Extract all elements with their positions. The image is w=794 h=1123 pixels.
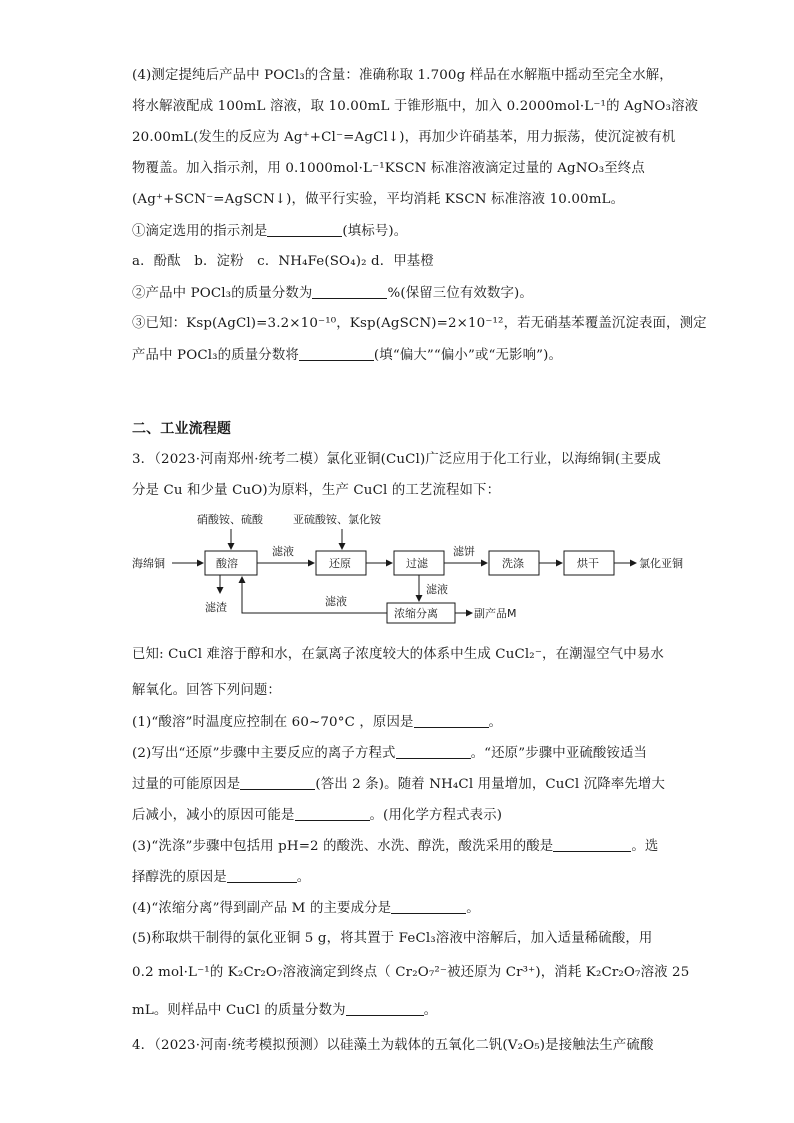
q3-part-1-text: (1)“酸溶”时温度应控制在 60~70°C ，原因是 (132, 715, 414, 730)
q4-subq-3-text: 产品中 POCl₃的质量分数将 (132, 348, 299, 363)
q3-part-2-tail-c: 。(用化学方程式表示) (369, 808, 503, 823)
q3-part-5-cont-2 (132, 1001, 437, 1020)
answer-blank[interactable] (299, 346, 374, 361)
section-heading: 二、工业流程题 (132, 421, 232, 437)
q3-part-2-text: (2)写出“还原”步骤中主要反应的离子方程式 (132, 746, 396, 761)
q4-options: a．酚酞 b．淀粉 c．NH₄Fe(SO₄)₂ d．甲基橙 (132, 254, 434, 269)
q4-subq-2-text: ②产品中 POCl₃的质量分数为 (132, 286, 313, 301)
box-acid-dissolve-label: 酸溶 (216, 557, 238, 570)
q3-part-3-text-b: 择醇洗的原因是 (132, 870, 227, 885)
q3-part-1-tail: 。 (488, 715, 503, 730)
q3-known-2: 解氧化。回答下列问题： (132, 683, 281, 698)
q3-part-3-cont (132, 868, 310, 887)
box-dry-label: 烘干 (577, 557, 599, 570)
residue-label: 滤渣 (205, 601, 227, 614)
q3-part-2-text-c: 后减小，减小的原因可能是 (132, 808, 295, 823)
filter-cake-label: 滤饼 (453, 545, 475, 558)
q4-line-1: (4)测定提纯后产品中 POCl₃的含量：准确称取 1.700g 样品在水解瓶中摇动至完全水解， (132, 68, 673, 83)
q3-part-2-cont (132, 775, 665, 794)
q3-part-2-text-b: 过量的可能原因是 (132, 777, 241, 792)
q4-line-4: 物覆盖。加入指示剂，用 0.1000mol·L⁻¹KSCN 标准溶液滴定过量的 AgNO₃至终点 (132, 161, 645, 176)
q3-part-3 (132, 837, 658, 856)
q3-part-5-cont: 0.2 mol·L⁻¹的 K₂Cr₂O₇溶液滴定到终点（ Cr₂O₇²⁻被还原为 Cr³⁺)，消耗 K₂Cr₂O₇溶液 25 (132, 965, 690, 980)
q3-part-2 (132, 744, 647, 763)
filtrate-label-1: 滤液 (272, 545, 294, 558)
q3-part-5-text: mL。则样品中 CuCl 的质量分数为 (132, 1003, 346, 1018)
q4-subq-3: ③已知：Ksp(AgCl)=3.2×10⁻¹⁰，Ksp(AgSCN)=2×10⁻¹²，若无硝基苯覆盖沉淀表面，测定 (132, 316, 707, 331)
q3-part-3-tail-b: 。 (296, 870, 311, 885)
q3-part-2-cont-2 (132, 806, 502, 825)
q4-subq-3-cont (132, 346, 562, 365)
box-filter-label: 过滤 (406, 557, 428, 570)
q4-subq-1-tail: (填标号)。 (342, 224, 408, 239)
answer-blank[interactable] (391, 899, 466, 914)
q4-line-5: (Ag⁺+SCN⁻=AgSCN↓)，做平行实验，平均消耗 KSCN 标准溶液 10.00mL。 (132, 192, 625, 207)
box-reduce-label: 还原 (329, 557, 351, 570)
answer-blank[interactable] (240, 775, 315, 790)
answer-blank[interactable] (312, 284, 387, 299)
q4-subq-2-tail: %(保留三位有效数字)。 (387, 286, 533, 301)
answer-blank[interactable] (414, 713, 489, 728)
q3-part-3-text: (3)“洗涤”步骤中包括用 pH=2 的酸洗、水洗、醇洗，酸洗采用的酸是 (132, 839, 554, 854)
q3-part-5: (5)称取烘干制得的氯化亚铜 5 g，将其置于 FeCl₃溶液中溶解后，加入适量稀硫酸，用 (132, 931, 653, 946)
filtrate-label-2: 滤液 (325, 595, 347, 608)
q4-subq-1 (132, 222, 407, 241)
q3-part-3-tail: 。选 (631, 839, 659, 854)
start-material-label: 海绵铜 (132, 557, 165, 570)
answer-blank[interactable] (267, 222, 342, 237)
reagent-label-1: 硝酸铵、硫酸 (197, 513, 263, 526)
q3-part-1 (132, 713, 502, 732)
answer-blank[interactable] (396, 744, 471, 759)
q4-next-line-1: 4．（2023·河南·统考模拟预测）以硅藻土为载体的五氧化二钒(V₂O₅)是接触法生产硫酸 (132, 1038, 654, 1053)
q3-line-1: 3．（2023·河南郑州·统考二模）氯化亚铜(CuCl)广泛应用于化工行业，以海绵铜(主要成 (132, 452, 661, 467)
q4-line-2: 将水解液配成 100mL 溶液，取 10.00mL 于锥形瓶中，加入 0.2000mol·L⁻¹的 AgNO₃溶液 (132, 99, 699, 114)
box-wash-label: 洗涤 (502, 557, 524, 570)
q3-part-4 (132, 899, 480, 918)
process-flow-diagram (130, 505, 695, 625)
reagent-label-2: 亚硫酸铵、氯化铵 (293, 513, 381, 526)
q3-part-4-tail: 。 (466, 901, 480, 916)
q3-part-2-tail-b: (答出 2 条)。随着 NH₄Cl 用量增加，CuCl 沉降率先增大 (315, 777, 666, 792)
box-concentrate-label: 浓缩分离 (394, 607, 438, 620)
q4-line-3: 20.00mL(发生的反应为 Ag⁺+Cl⁻=AgCl↓)，再加少许硝基苯，用力振荡，使沉淀被有机 (132, 130, 676, 145)
q3-known-1: 已知: CuCl 难溶于醇和水，在氯离子浓度较大的体系中生成 CuCl₂⁻，在潮湿空气中易水 (132, 647, 664, 662)
q3-part-2-tail: 。“还原”步骤中亚硫酸铵适当 (470, 746, 648, 761)
product-label: 氯化亚铜 (639, 557, 683, 570)
q3-part-5-tail: 。 (423, 1003, 438, 1018)
q3-part-4-text: (4)“浓缩分离”得到副产品 M 的主要成分是 (132, 901, 392, 916)
answer-blank[interactable] (346, 1001, 424, 1016)
answer-blank[interactable] (553, 837, 631, 852)
answer-blank[interactable] (227, 868, 297, 883)
q4-subq-3-tail: (填“偏大”“偏小”或“无影响”)。 (373, 348, 563, 363)
answer-blank[interactable] (295, 806, 370, 821)
byproduct-label: 副产品M (474, 607, 517, 620)
q4-subq-1-text: ①滴定选用的指示剂是 (132, 224, 268, 239)
q4-subq-2 (132, 284, 533, 303)
filtrate-label-3: 滤液 (426, 583, 448, 596)
q3-line-2: 分是 Cu 和少量 CuO)为原料，生产 CuCl 的工艺流程如下： (132, 483, 501, 498)
